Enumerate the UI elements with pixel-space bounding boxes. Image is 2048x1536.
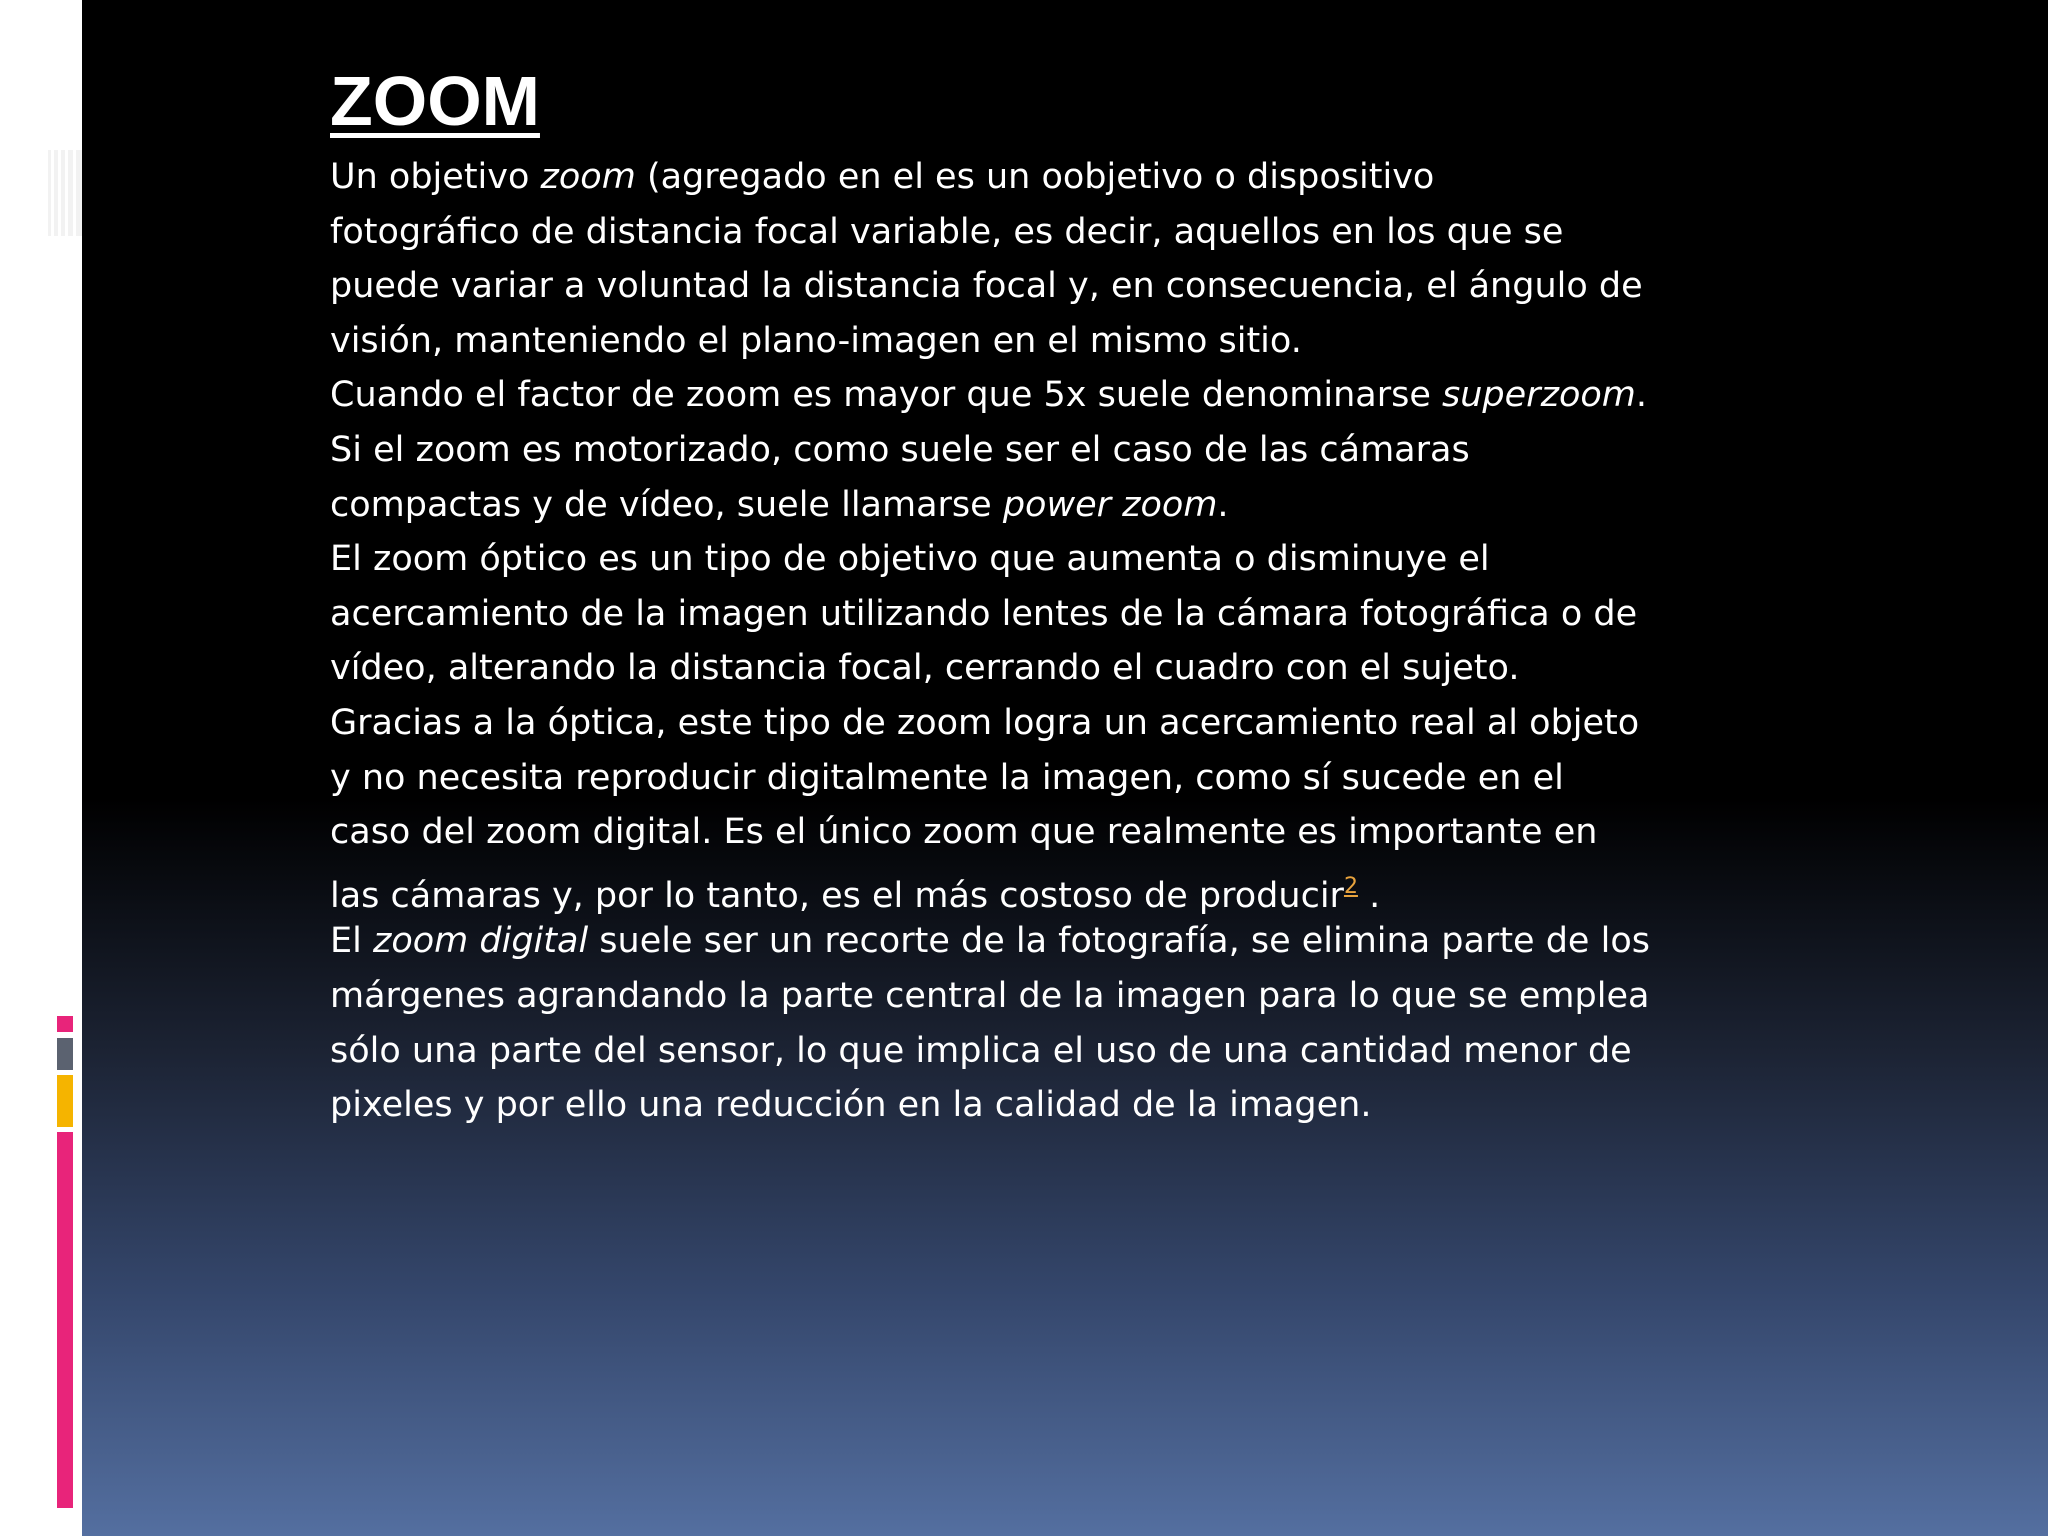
text-run: suele ser un recorte de la fotografía, se elimina parte de los [588, 921, 1650, 962]
text-run: . [1217, 484, 1229, 525]
text-line [330, 368, 1730, 423]
stripe [68, 150, 73, 236]
text-run: Gracias a la óptica, este tipo de zoom logra un acercamiento real al objeto [330, 702, 1640, 743]
text-line [330, 914, 1730, 969]
text-run: fotográfico de distancia focal variable, es decir, aquellos en los que se [330, 211, 1564, 252]
text-line [330, 805, 1730, 860]
text-line [330, 1024, 1730, 1079]
italic-term: power zoom [1002, 484, 1218, 525]
text-run: puede variar a voluntad la distancia focal y, en consecuencia, el ángulo de [330, 266, 1643, 307]
italic-term: zoom [540, 157, 636, 197]
text-run: sólo una parte del sensor, lo que implica el uso de una cantidad menor de [330, 1030, 1632, 1071]
stripe [76, 150, 82, 236]
text-run: . [1635, 375, 1648, 416]
text-run: Un objetivo [330, 157, 541, 197]
text-run: visión, manteniendo el plano-imagen en el mismo sitio. [330, 320, 1302, 361]
text-run: El [330, 921, 373, 962]
text-line [330, 751, 1730, 806]
stripe [48, 150, 51, 236]
accent-strip-gray [57, 1038, 73, 1070]
accent-strip-pink-long [57, 1132, 73, 1508]
footnote-link[interactable]: 2 [1343, 873, 1358, 899]
text-run: pixeles y por ello una reducción en la calidad de la imagen. [330, 1085, 1372, 1126]
italic-term: superzoom [1442, 375, 1636, 416]
text-run: El zoom óptico es un tipo de objetivo que aumenta o disminuye el [330, 539, 1490, 580]
accent-strip-yellow [57, 1075, 73, 1127]
text-run: (agregado en el es un oobjetivo o dispositivo [635, 157, 1435, 197]
text-run: . [1357, 875, 1381, 916]
stripe [54, 150, 58, 236]
text-run: vídeo, alterando la distancia focal, cerrando el cuadro con el sujeto. [330, 648, 1520, 689]
italic-term: zoom digital [372, 921, 589, 962]
text-run: y no necesita reproducir digitalmente la imagen, como sí sucede en el [330, 757, 1564, 798]
text-run: márgenes agrandando la parte central de la imagen para lo que se emplea [330, 975, 1650, 1016]
text-line [330, 969, 1730, 1024]
slide-content [330, 58, 1730, 1133]
text-run: Cuando el factor de zoom es mayor que 5x suele denominarse [330, 375, 1443, 416]
text-line [330, 423, 1730, 478]
slide-title: ZOOM [330, 62, 540, 140]
stripe [61, 150, 65, 236]
text-line [330, 259, 1730, 314]
text-run: compactas y de vídeo, suele llamarse [330, 484, 1003, 525]
vertical-stripes-icon [48, 150, 82, 236]
text-line [330, 532, 1730, 587]
text-line [330, 696, 1730, 751]
text-run: las cámaras y, por lo tanto, es el más costoso de producir [330, 875, 1344, 916]
text-line [330, 641, 1730, 696]
accent-strip-pink-small [57, 1016, 73, 1032]
text-line [330, 314, 1730, 369]
text-line [330, 478, 1730, 533]
text-run: acercamiento de la imagen utilizando lentes de la cámara fotográfica o de [330, 593, 1638, 634]
text-line [330, 860, 1730, 915]
text-run: Si el zoom es motorizado, como suele ser el caso de las cámaras [330, 429, 1470, 470]
text-line [330, 150, 1730, 205]
text-run: caso del zoom digital. Es el único zoom que realmente es importante en [330, 812, 1598, 853]
slide-body [330, 150, 1730, 1133]
text-line [330, 587, 1730, 642]
text-line [330, 205, 1730, 260]
text-line [330, 1078, 1730, 1133]
